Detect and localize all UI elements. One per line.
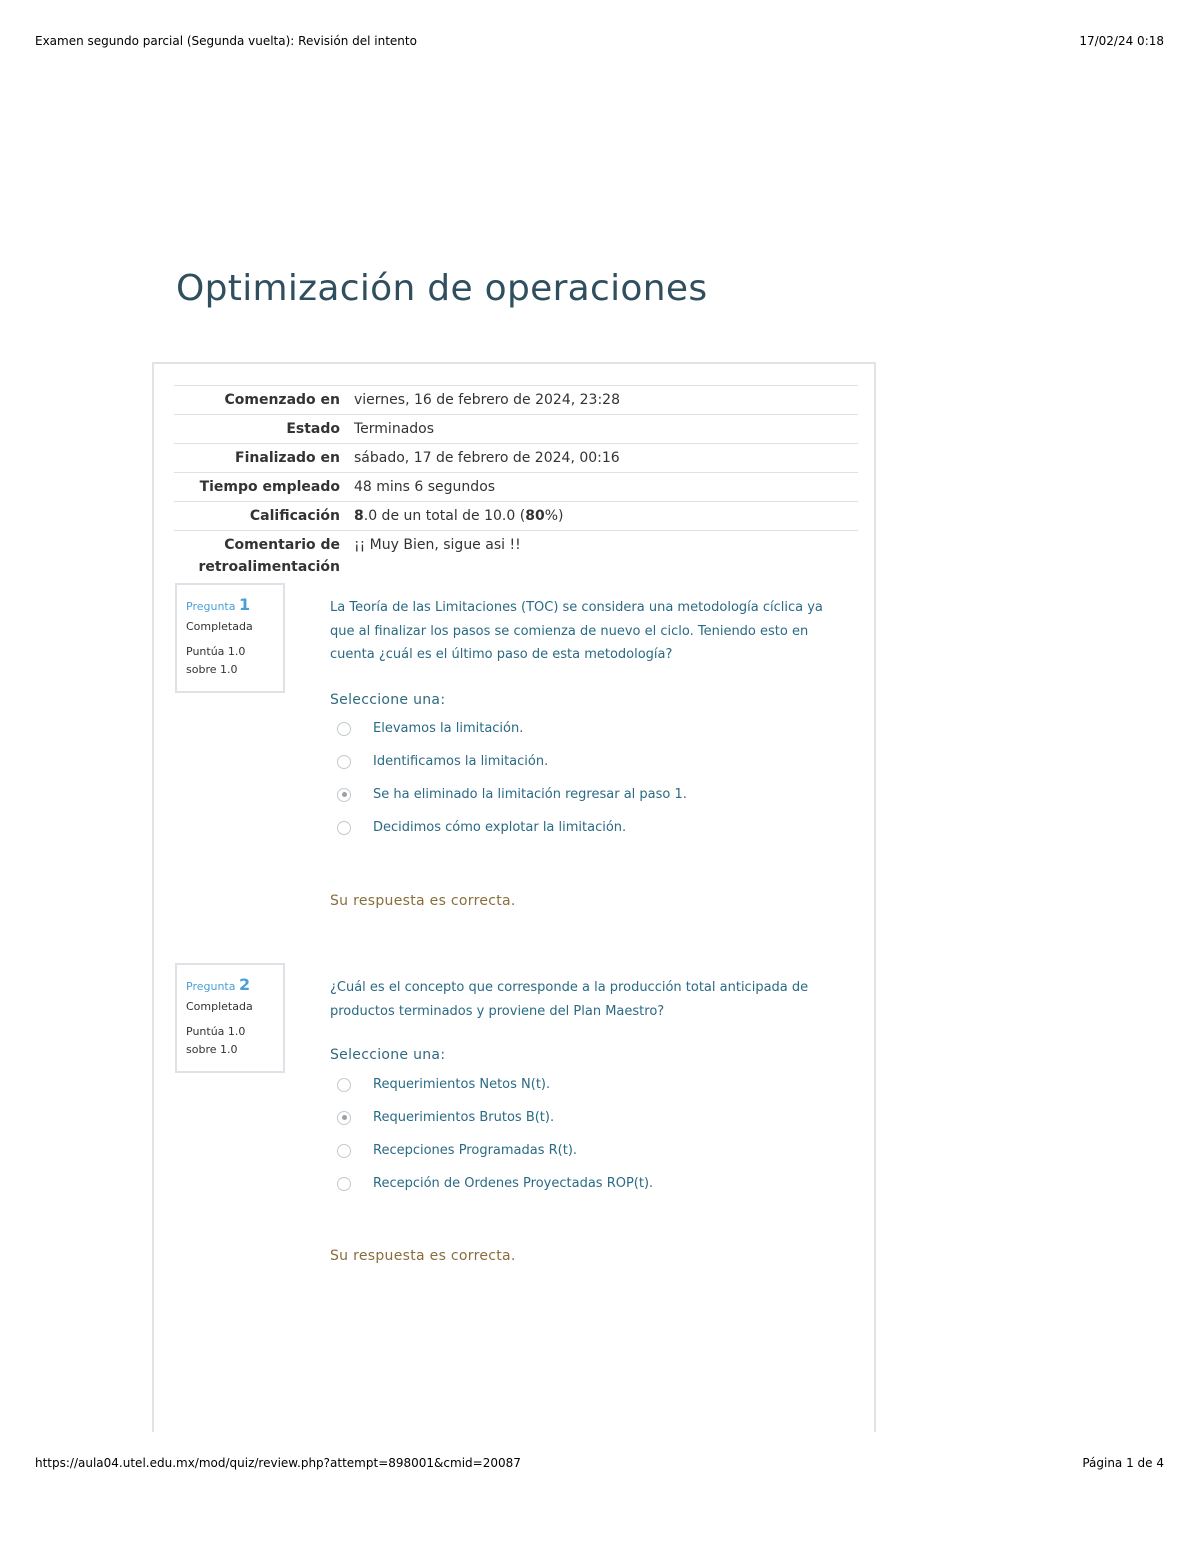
question-label: Pregunta: [186, 980, 236, 993]
answer-option[interactable]: [337, 1068, 653, 1101]
answer-label: Recepción de Ordenes Proyectadas ROP(t).: [373, 1176, 654, 1191]
answer-option[interactable]: [337, 712, 687, 745]
summary-label: Finalizado en: [174, 444, 348, 473]
answer-option[interactable]: [337, 745, 687, 778]
summary-label: Estado: [174, 415, 348, 444]
answer-label: Recepciones Programadas R(t).: [373, 1143, 578, 1158]
radio-button-checked[interactable]: [337, 788, 351, 802]
answer-label: Requerimientos Brutos B(t).: [373, 1110, 555, 1125]
print-doc-title: Examen segundo parcial (Segunda vuelta): Revisión del intento: [35, 34, 417, 48]
summary-value: 48 mins 6 segundos: [348, 473, 858, 502]
question-2-feedback: Su respuesta es correcta.: [330, 1248, 516, 1264]
summary-row-finished: [174, 444, 858, 473]
radio-button[interactable]: [337, 1078, 351, 1092]
summary-row-feedback: [174, 531, 858, 582]
radio-button[interactable]: [337, 755, 351, 769]
print-footer: [35, 1456, 1164, 1470]
question-label: Pregunta: [186, 600, 236, 613]
summary-row-grade: [174, 502, 858, 531]
grade-mid: .0 de un total de 10.0 (: [363, 508, 526, 524]
answer-option[interactable]: [337, 1167, 653, 1200]
radio-button[interactable]: [337, 1177, 351, 1191]
question-2-text: ¿Cuál es el concepto que corresponde a la producción total anticipada de productos terminados y proviene del Plan Maestro?: [330, 980, 809, 1019]
question-state: Completada: [186, 620, 253, 633]
print-datetime: 17/02/24 0:18: [1079, 34, 1164, 48]
question-1-feedback: Su respuesta es correcta.: [330, 893, 516, 909]
answer-option[interactable]: [337, 1134, 653, 1167]
radio-dot-icon: [342, 792, 347, 797]
question-grade: Puntúa 1.0 sobre 1.0: [186, 645, 246, 676]
answer-label: Identificamos la limitación.: [373, 754, 549, 769]
page-title: Optimización de operaciones: [176, 268, 708, 309]
summary-value: [348, 502, 858, 531]
radio-button[interactable]: [337, 821, 351, 835]
summary-label: Comenzado en: [174, 386, 348, 415]
radio-button-checked[interactable]: [337, 1111, 351, 1125]
summary-label: Calificación: [174, 502, 348, 531]
answer-option-selected[interactable]: [337, 1101, 653, 1134]
summary-row-started: [174, 386, 858, 415]
answer-option[interactable]: [337, 811, 687, 844]
print-page-number: Página 1 de 4: [1082, 1456, 1164, 1470]
question-1-answers: [337, 712, 687, 844]
answer-label: Requerimientos Netos N(t).: [373, 1077, 551, 1092]
answer-label: Se ha eliminado la limitación regresar al paso 1.: [373, 787, 687, 802]
question-1-text: La Teoría de las Limitaciones (TOC) se considera una metodología cíclica ya que al finalizar los pasos se comienza de nuevo el ciclo. Teniendo esto en cuenta ¿cuál es el último paso de esta metodología?: [330, 600, 823, 662]
radio-button[interactable]: [337, 722, 351, 736]
radio-dot-icon: [342, 1115, 347, 1120]
summary-row-time-taken: [174, 473, 858, 502]
question-number: 2: [238, 975, 251, 994]
answer-label: Decidimos cómo explotar la limitación.: [373, 820, 627, 835]
question-2-prompt: Seleccione una:: [330, 1047, 446, 1063]
question-1-info: [175, 583, 285, 693]
question-1-prompt: Seleccione una:: [330, 692, 446, 708]
question-number: 1: [238, 595, 251, 614]
summary-row-state: [174, 415, 858, 444]
summary-label: Comentario de retroalimentación: [174, 531, 348, 582]
summary-value: ¡¡ Muy Bien, sigue asi !!: [348, 531, 858, 582]
grade-end: %): [544, 508, 564, 524]
answer-label: Elevamos la limitación.: [373, 721, 524, 736]
question-state: Completada: [186, 1000, 253, 1013]
question-2-info: [175, 963, 285, 1073]
grade-percent: 80: [525, 508, 545, 524]
summary-value: sábado, 17 de febrero de 2024, 00:16: [348, 444, 858, 473]
radio-button[interactable]: [337, 1144, 351, 1158]
summary-value: Terminados: [348, 415, 858, 444]
question-grade: Puntúa 1.0 sobre 1.0: [186, 1025, 246, 1056]
grade-score: 8: [354, 508, 364, 524]
question-2-answers: [337, 1068, 653, 1200]
print-url: https://aula04.utel.edu.mx/mod/quiz/review.php?attempt=898001&cmid=20087: [35, 1456, 521, 1470]
attempt-summary-table: [174, 385, 858, 581]
summary-value: viernes, 16 de febrero de 2024, 23:28: [348, 386, 858, 415]
answer-option-selected[interactable]: [337, 778, 687, 811]
print-header: [35, 34, 1164, 48]
summary-label: Tiempo empleado: [174, 473, 348, 502]
